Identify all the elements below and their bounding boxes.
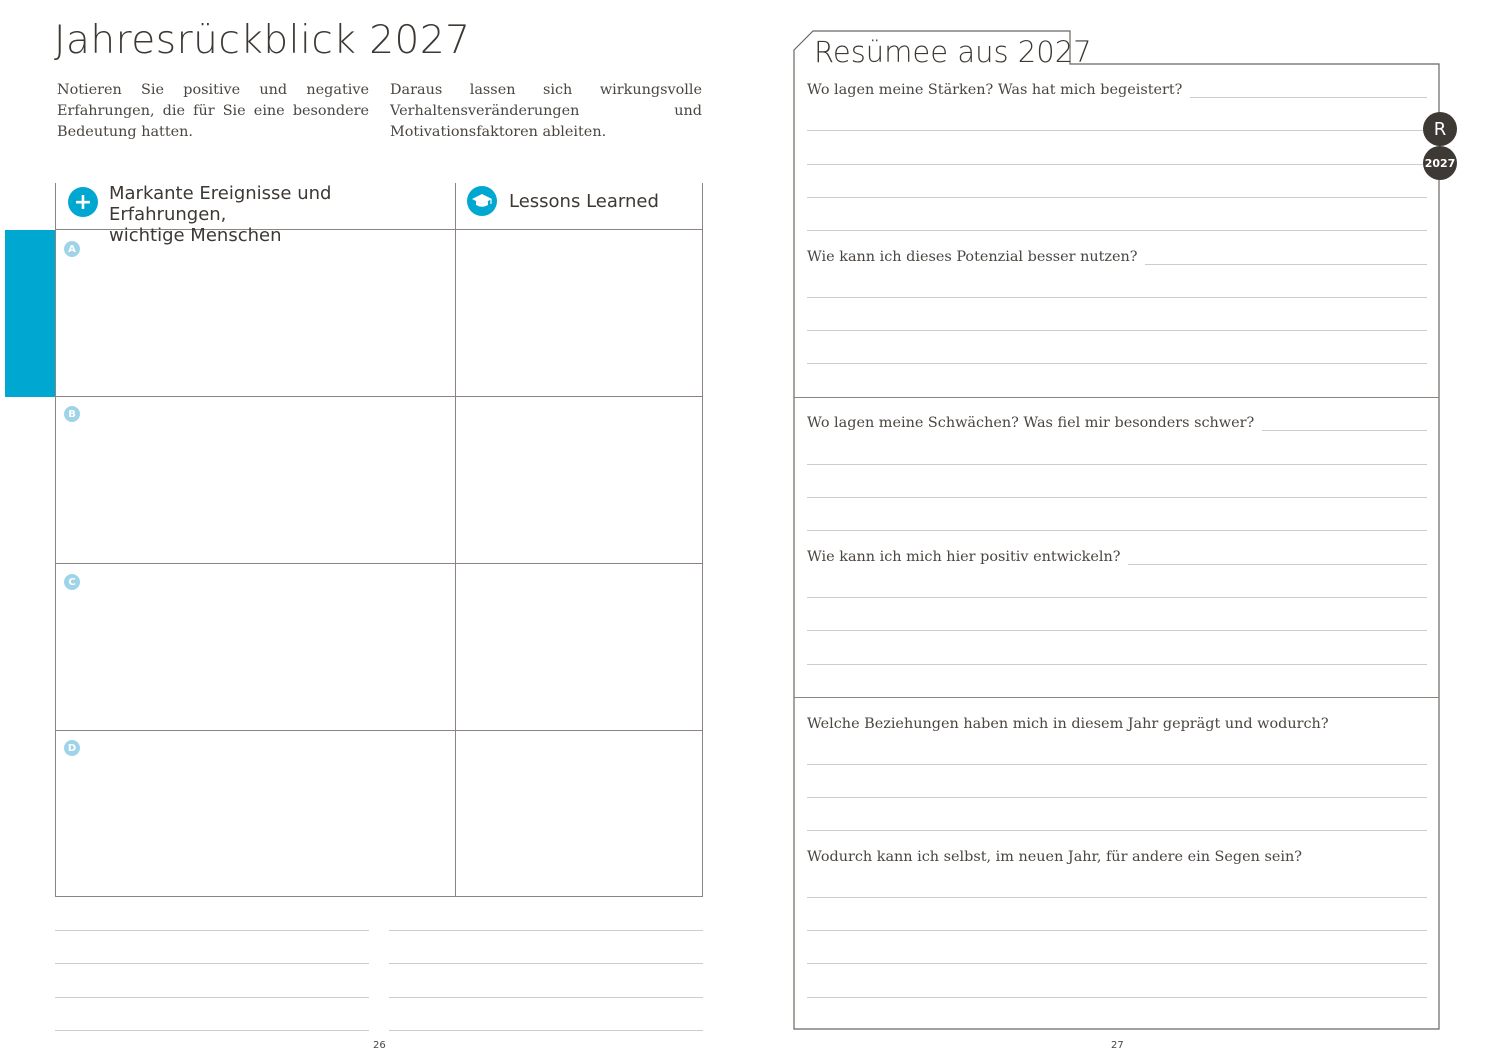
writing-line <box>389 930 703 931</box>
question-strengths: Wo lagen meine Stärken? Was hat mich begeistert? <box>807 82 1190 98</box>
column-header-events <box>109 183 449 246</box>
question-weaknesses: Wo lagen meine Schwächen? Was fiel mir besonders schwer? <box>807 415 1262 431</box>
summary-title: Resümee aus 2027 <box>814 35 1092 69</box>
writing-line <box>807 797 1427 798</box>
writing-line <box>807 764 1427 765</box>
row-badge-b: B <box>64 406 80 422</box>
column-header-events-line2: wichtige Menschen <box>109 225 282 246</box>
graduation-cap-icon <box>467 186 497 216</box>
writing-line <box>807 197 1427 198</box>
writing-line <box>807 530 1427 531</box>
year-badge[interactable]: 2027 <box>1423 146 1457 180</box>
page-number-left: 26 <box>373 1040 386 1051</box>
question-potential: Wie kann ich dieses Potenzial besser nutzen? <box>807 249 1145 265</box>
table-border-bottom <box>55 896 703 897</box>
writing-line <box>807 963 1427 964</box>
writing-line <box>807 164 1427 165</box>
writing-line <box>807 464 1427 465</box>
table-border-left <box>55 183 56 897</box>
table-border-right <box>702 183 703 897</box>
intro-text-right: Daraus lassen sich wirkungsvolle Verhaltensveränderungen und Motivationsfaktoren ableiten. <box>390 82 702 140</box>
writing-line <box>807 630 1427 631</box>
summary-frame <box>793 30 1443 1032</box>
page-title: Jahresrückblick 2027 <box>54 18 471 63</box>
writing-line <box>807 330 1427 331</box>
writing-line <box>807 363 1427 364</box>
writing-line <box>807 830 1427 831</box>
writing-line <box>55 963 369 964</box>
section-divider <box>794 697 1439 698</box>
table-row-divider <box>55 730 703 731</box>
writing-line <box>807 497 1427 498</box>
writing-line <box>807 230 1427 231</box>
writing-line <box>807 664 1427 665</box>
row-badge-a: A <box>64 241 80 257</box>
question-relationships: Welche Beziehungen haben mich in diesem Jahr geprägt und wodurch? <box>807 716 1337 732</box>
writing-line <box>389 1030 703 1031</box>
column-header-events-line1: Markante Ereignisse und Erfahrungen, <box>109 183 332 225</box>
writing-line <box>807 930 1427 931</box>
writing-line <box>807 130 1427 131</box>
question-development: Wie kann ich mich hier positiv entwickeln? <box>807 549 1128 565</box>
writing-line <box>55 1030 369 1031</box>
intro-text-left: Notieren Sie positive und negative Erfahrungen, die für Sie eine besondere Bedeutung hatten. <box>57 82 369 140</box>
plus-icon: + <box>68 187 98 217</box>
section-divider <box>794 397 1439 398</box>
writing-line <box>807 297 1427 298</box>
writing-line <box>389 963 703 964</box>
page-number-right: 27 <box>1111 1040 1124 1051</box>
section-badge-letter[interactable]: R <box>1423 112 1457 146</box>
writing-line <box>807 597 1427 598</box>
table-row-divider <box>55 396 703 397</box>
writing-line <box>389 997 703 998</box>
question-blessing: Wodurch kann ich selbst, im neuen Jahr, für andere ein Segen sein? <box>807 849 1310 865</box>
writing-line <box>55 930 369 931</box>
column-header-lessons: Lessons Learned <box>509 191 659 212</box>
writing-line <box>807 997 1427 998</box>
table-divider-vertical <box>455 183 456 897</box>
table-row-divider <box>55 563 703 564</box>
writing-line <box>55 997 369 998</box>
row-badge-d: D <box>64 740 80 756</box>
section-color-tab <box>5 230 56 397</box>
row-badge-c: C <box>64 574 80 590</box>
writing-line <box>807 897 1427 898</box>
